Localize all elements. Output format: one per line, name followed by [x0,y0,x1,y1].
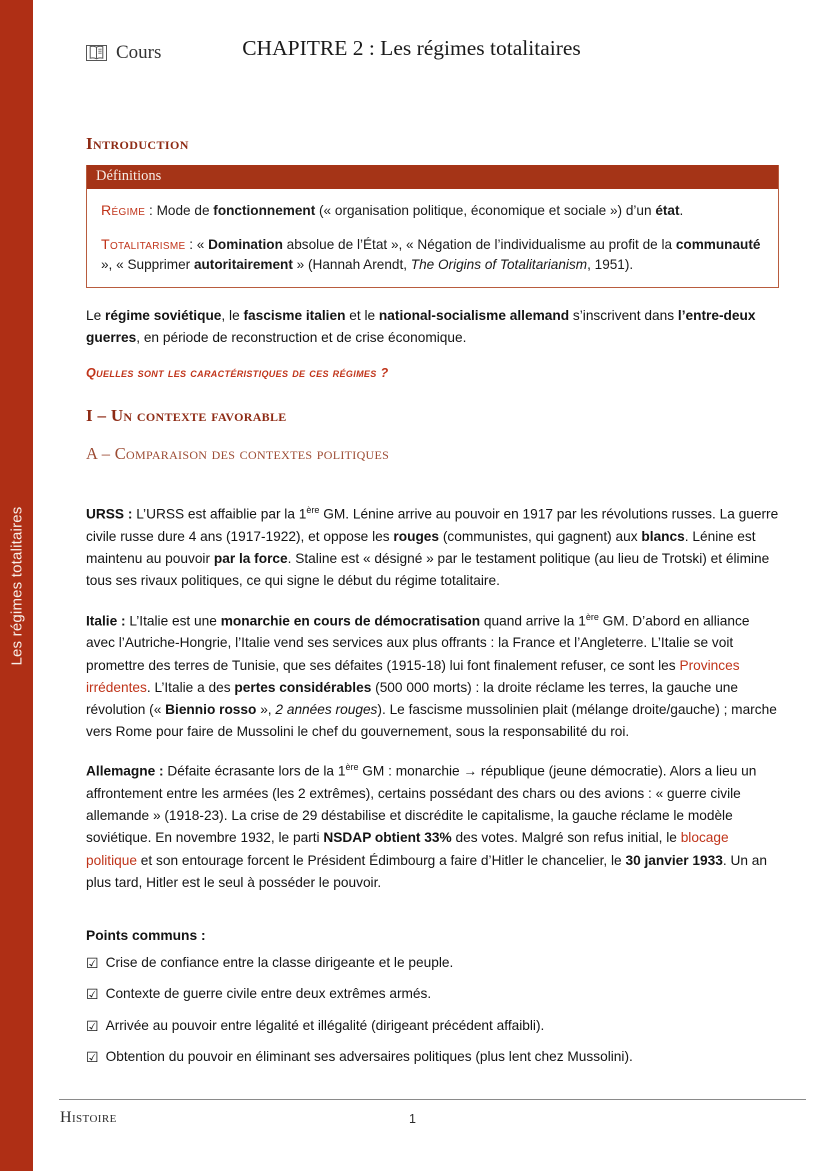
points-communs-block [86,928,779,1067]
definition-term-totalitarisme: Totalitarisme [101,236,186,253]
list-item-label: Arrivée au pouvoir entre légalité et illégalité (dirigeant précédent affaibli). [105,1017,545,1033]
footer-row [59,1109,806,1131]
definitions-box-body [87,189,778,287]
list-item-label: Contexte de guerre civile entre deux extrêmes armés. [105,986,432,1002]
list-item-label: Crise de confiance entre la classe dirigeante et le peuple. [105,954,454,970]
list-item [86,954,779,972]
document-header [59,0,806,94]
definitions-box-title: Définitions [87,165,778,189]
heading-sub-a: A – Comparaison des contextes politiques [86,444,390,464]
paragraph-urss: URSS : L’URSS est affaiblie par la 1ère GM. Lénine arrive au pouvoir en 1917 par les révolutions russes. La guerre civile russe dure 4 ans (1917-1922), et oppose les rouges (communistes, qui gagnent) aux blancs. Lénine est maintenu au pouvoir par la force. Staline est « désigné » par le testament politique (au lieu de Trotski) et élimine tous ses rivaux politiques, ce qui signe le début du régime totalitaire. [86,505,779,589]
checkbox-checked-icon: ☑ [86,1049,99,1066]
paragraph-italie: Italie : L’Italie est une monarchie en cours de démocratisation quand arrive la 1ère GM. D’abord en alliance avec l’Autriche-Hongrie, l’Italie vend ses services aux plus offrants : la France et l’Angleterre. L’Italie se voit promettre des terres de Tunisie, que ses défaites (1915-18) lui font finalement refuser, ce sont les Provinces irrédentes. L’Italie a des pertes considérables (500 000 morts) : la droite réclame les terres, la gauche une révolution (« Biennio rosso », 2 années rouges). Le fascisme mussolinien plait (mélange droite/gauche) ; marche vers Rome pour faire de Mussolini le chef du gouvernement, sous la responsabilité du roi. [86,611,777,740]
footer-subject: Histoire [60,1109,117,1126]
definition-totalitarisme [101,235,764,275]
chapter-title: CHAPITRE 2 : Les régimes totalitaires [242,36,581,60]
document-page [33,0,828,1171]
footer-divider [59,1099,806,1100]
paragraph-allemagne: Allemagne : Défaite écrasante lors de la 1ère GM : monarchie → république (jeune démocratie). Alors a lieu un affrontement entre les armées (les 2 extrêmes), certains possédant des chars ou des avions : « guerre civile allemande » (1918-23). La crise de 29 déstabilise et discrédite le capitalisme, la gauche réclame le modèle soviétique. En novembre 1932, le parti NSDAP obtient 33% des votes. Malgré son refus initial, le blocage politique et son entourage forcent le Président Édimbourg a faire d’Hitler le chancelier, le 30 janvier 1933. Un an plus tard, Hitler est le seul à posséder le pouvoir. [86,762,768,890]
footer-page-number: 1 [409,1112,416,1126]
points-communs-heading: Points communs : [86,927,206,943]
checkbox-checked-icon: ☑ [86,1017,99,1034]
definition-totalitarisme-text: : « Domination absolue de l’État », « Négation de l’individualisme au profit de la communauté », « Supprimer autoritairement » (Hannah Arendt, The Origins of Totalitarianism, 1951). [101,236,761,273]
guiding-question: Quelles sont les caractéristiques de ces régimes ? [86,366,389,381]
definition-regime [101,201,764,222]
cours-label: Cours [116,42,162,63]
side-bar [0,0,33,1171]
list-item [86,1017,779,1035]
list-item [86,1048,779,1066]
side-bar-chapter-label: Les régimes totalitaires [8,505,25,666]
definition-regime-text: : Mode de fonctionnement (« organisation politique, économique et sociale ») d’un état. [145,203,684,218]
list-item-label: Obtention du pouvoir en éliminant ses adversaires politiques (plus lent chez Mussolini). [105,1049,633,1065]
heading-part-one: I – Un contexte favorable [86,406,287,426]
checkbox-checked-icon: ☑ [86,954,99,971]
checkbox-checked-icon: ☑ [86,986,99,1003]
definitions-box [86,165,779,288]
intro-paragraph: Le régime soviétique, le fascisme italien et le national-socialisme allemand s’inscrivent dans l’entre-deux guerres, en période de reconstruction et de crise économique. [86,307,756,346]
definition-term-regime: Régime [101,203,146,219]
heading-introduction: Introduction [86,134,189,153]
list-item [86,985,779,1003]
document-footer [59,1099,806,1131]
